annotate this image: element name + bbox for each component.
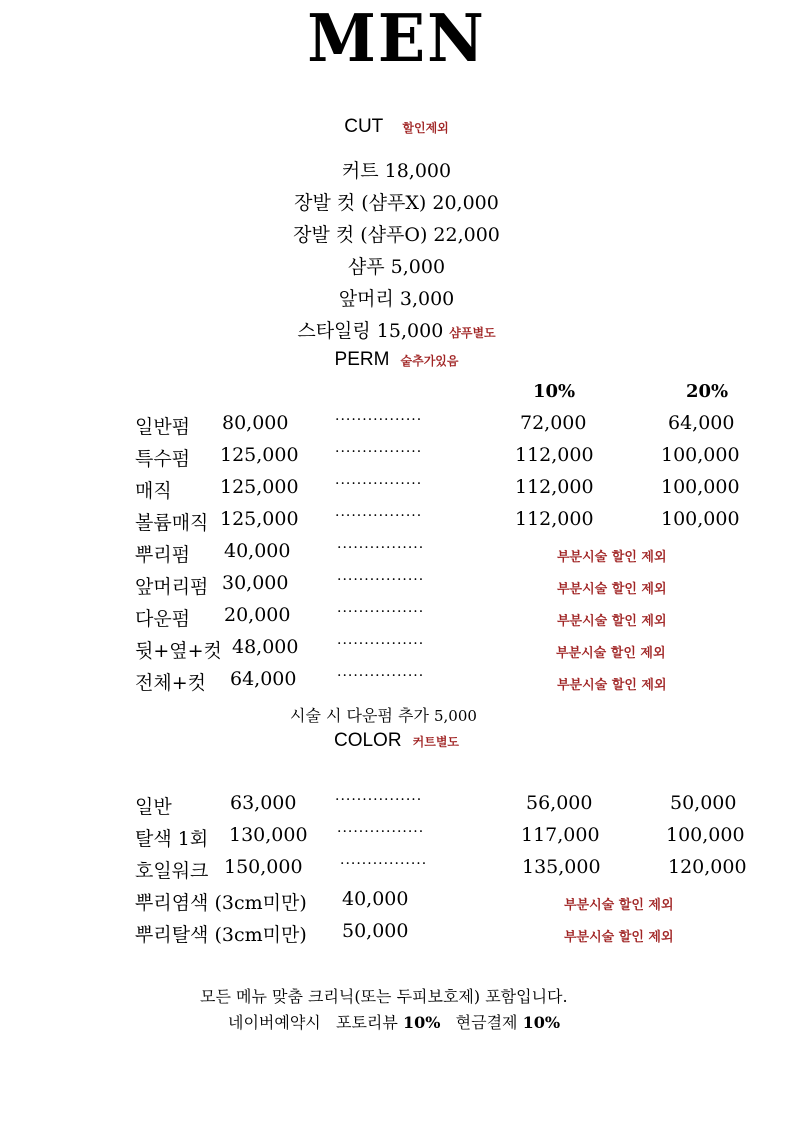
color-name: 호일워크 bbox=[135, 860, 209, 882]
color-price: 150,000 bbox=[224, 856, 303, 878]
perm-name: 매직 bbox=[135, 480, 172, 502]
page-title: MEN bbox=[307, 0, 486, 77]
footer-line-2 bbox=[228, 1010, 560, 1033]
leader-dots: ················ bbox=[337, 540, 425, 556]
perm-name: 볼륨매직 bbox=[135, 512, 209, 534]
discount-exclusion-note: 부분시술 할인 제외 bbox=[557, 614, 667, 629]
discount-exclusion-note: 부분시술 할인 제외 bbox=[557, 582, 667, 597]
color-price-20: 120,000 bbox=[668, 856, 747, 878]
discount-20-header: 20% bbox=[686, 381, 729, 402]
leader-dots: ················ bbox=[340, 856, 428, 872]
color-price: 50,000 bbox=[342, 920, 409, 942]
cut-item: 앞머리 3,000 bbox=[338, 288, 455, 310]
leader-dots: ················ bbox=[337, 572, 425, 588]
leader-dots: ················ bbox=[335, 412, 423, 428]
footer-line-1: 모든 메뉴 맞춤 크리닉(또는 두피보호제) 포함입니다. bbox=[200, 987, 568, 1006]
cut-note: 할인제외 bbox=[402, 121, 449, 135]
leader-dots: ················ bbox=[335, 508, 423, 524]
cut-item: 샴푸 5,000 bbox=[347, 256, 446, 278]
perm-price-20: 100,000 bbox=[661, 444, 740, 466]
color-name: 탈색 1회 bbox=[135, 828, 209, 850]
color-price-10: 135,000 bbox=[522, 856, 601, 878]
perm-price: 125,000 bbox=[220, 508, 299, 530]
footer-cash-payment: 현금결제 bbox=[455, 1013, 518, 1032]
leader-dots: ················ bbox=[337, 636, 425, 652]
perm-extra-price: 5,000 bbox=[434, 707, 477, 725]
perm-price: 64,000 bbox=[230, 668, 297, 690]
perm-price-10: 72,000 bbox=[520, 412, 587, 434]
color-name: 뿌리염색 (3cm미만) bbox=[135, 892, 307, 914]
perm-note: 숱추가있음 bbox=[400, 354, 459, 368]
perm-name: 다운펌 bbox=[135, 608, 191, 630]
leader-dots: ················ bbox=[335, 476, 423, 492]
color-heading: COLOR bbox=[333, 730, 402, 751]
cut-item-note: 샴푸별도 bbox=[449, 326, 496, 340]
color-price-20: 100,000 bbox=[666, 824, 745, 846]
perm-price-20: 100,000 bbox=[661, 476, 740, 498]
perm-price-10: 112,000 bbox=[515, 444, 594, 466]
cut-item-styling bbox=[0, 316, 793, 343]
perm-price: 40,000 bbox=[224, 540, 291, 562]
perm-price-10: 112,000 bbox=[515, 476, 594, 498]
footer-cash-payment-pct: 10% bbox=[522, 1013, 561, 1032]
footer-photo-review: 포토리뷰 bbox=[336, 1013, 398, 1032]
perm-extra-note bbox=[290, 703, 477, 726]
perm-price: 125,000 bbox=[220, 476, 299, 498]
cut-heading: CUT bbox=[344, 116, 384, 137]
color-note: 커트별도 bbox=[412, 735, 460, 749]
perm-heading: PERM bbox=[334, 349, 390, 370]
perm-name: 뿌리펌 bbox=[135, 544, 191, 566]
discount-exclusion-note: 부분시술 할인 제외 bbox=[564, 930, 674, 945]
discount-exclusion-note: 부분시술 할인 제외 bbox=[557, 550, 667, 565]
color-price: 130,000 bbox=[229, 824, 308, 846]
color-section-header bbox=[0, 730, 793, 752]
color-name: 뿌리탈색 (3cm미만) bbox=[135, 924, 307, 946]
color-price-10: 117,000 bbox=[521, 824, 600, 846]
color-price: 63,000 bbox=[230, 792, 297, 814]
color-name: 일반 bbox=[135, 796, 172, 818]
perm-price-20: 64,000 bbox=[668, 412, 735, 434]
leader-dots: ················ bbox=[335, 444, 423, 460]
perm-section-header bbox=[0, 349, 793, 371]
footer-photo-review-pct: 10% bbox=[402, 1013, 441, 1032]
perm-name: 특수펌 bbox=[135, 448, 191, 470]
leader-dots: ················ bbox=[337, 668, 425, 684]
cut-item: 장발 컷 (샴푸X) 20,000 bbox=[294, 192, 499, 214]
leader-dots: ················ bbox=[335, 792, 423, 808]
cut-item: 커트 18,000 bbox=[341, 160, 452, 182]
perm-extra-text: 시술 시 다운펌 추가 bbox=[290, 706, 429, 725]
perm-name: 뒷+옆+컷 bbox=[135, 640, 222, 662]
perm-price: 125,000 bbox=[220, 444, 299, 466]
perm-price: 30,000 bbox=[222, 572, 289, 594]
discount-10-header: 10% bbox=[533, 381, 576, 402]
discount-exclusion-note: 부분시술 할인 제외 bbox=[564, 898, 674, 913]
perm-price-10: 112,000 bbox=[515, 508, 594, 530]
cut-section-header bbox=[0, 116, 793, 138]
perm-price: 20,000 bbox=[224, 604, 291, 626]
perm-name: 전체+컷 bbox=[135, 672, 206, 694]
color-price: 40,000 bbox=[342, 888, 409, 910]
color-price-10: 56,000 bbox=[526, 792, 593, 814]
perm-price-20: 100,000 bbox=[661, 508, 740, 530]
footer-naver: 네이버예약시 bbox=[228, 1013, 321, 1032]
leader-dots: ················ bbox=[337, 604, 425, 620]
discount-exclusion-note: 부분시술 할인 제외 bbox=[557, 678, 667, 693]
perm-price: 80,000 bbox=[222, 412, 289, 434]
perm-price: 48,000 bbox=[232, 636, 299, 658]
perm-name: 앞머리펌 bbox=[135, 576, 209, 598]
discount-exclusion-note: 부분시술 할인 제외 bbox=[556, 646, 666, 661]
leader-dots: ················ bbox=[337, 824, 425, 840]
cut-item: 장발 컷 (샴푸O) 22,000 bbox=[293, 224, 500, 246]
cut-item-text: 스타일링 15,000 bbox=[297, 320, 444, 342]
color-price-20: 50,000 bbox=[670, 792, 737, 814]
perm-name: 일반펌 bbox=[135, 416, 191, 438]
